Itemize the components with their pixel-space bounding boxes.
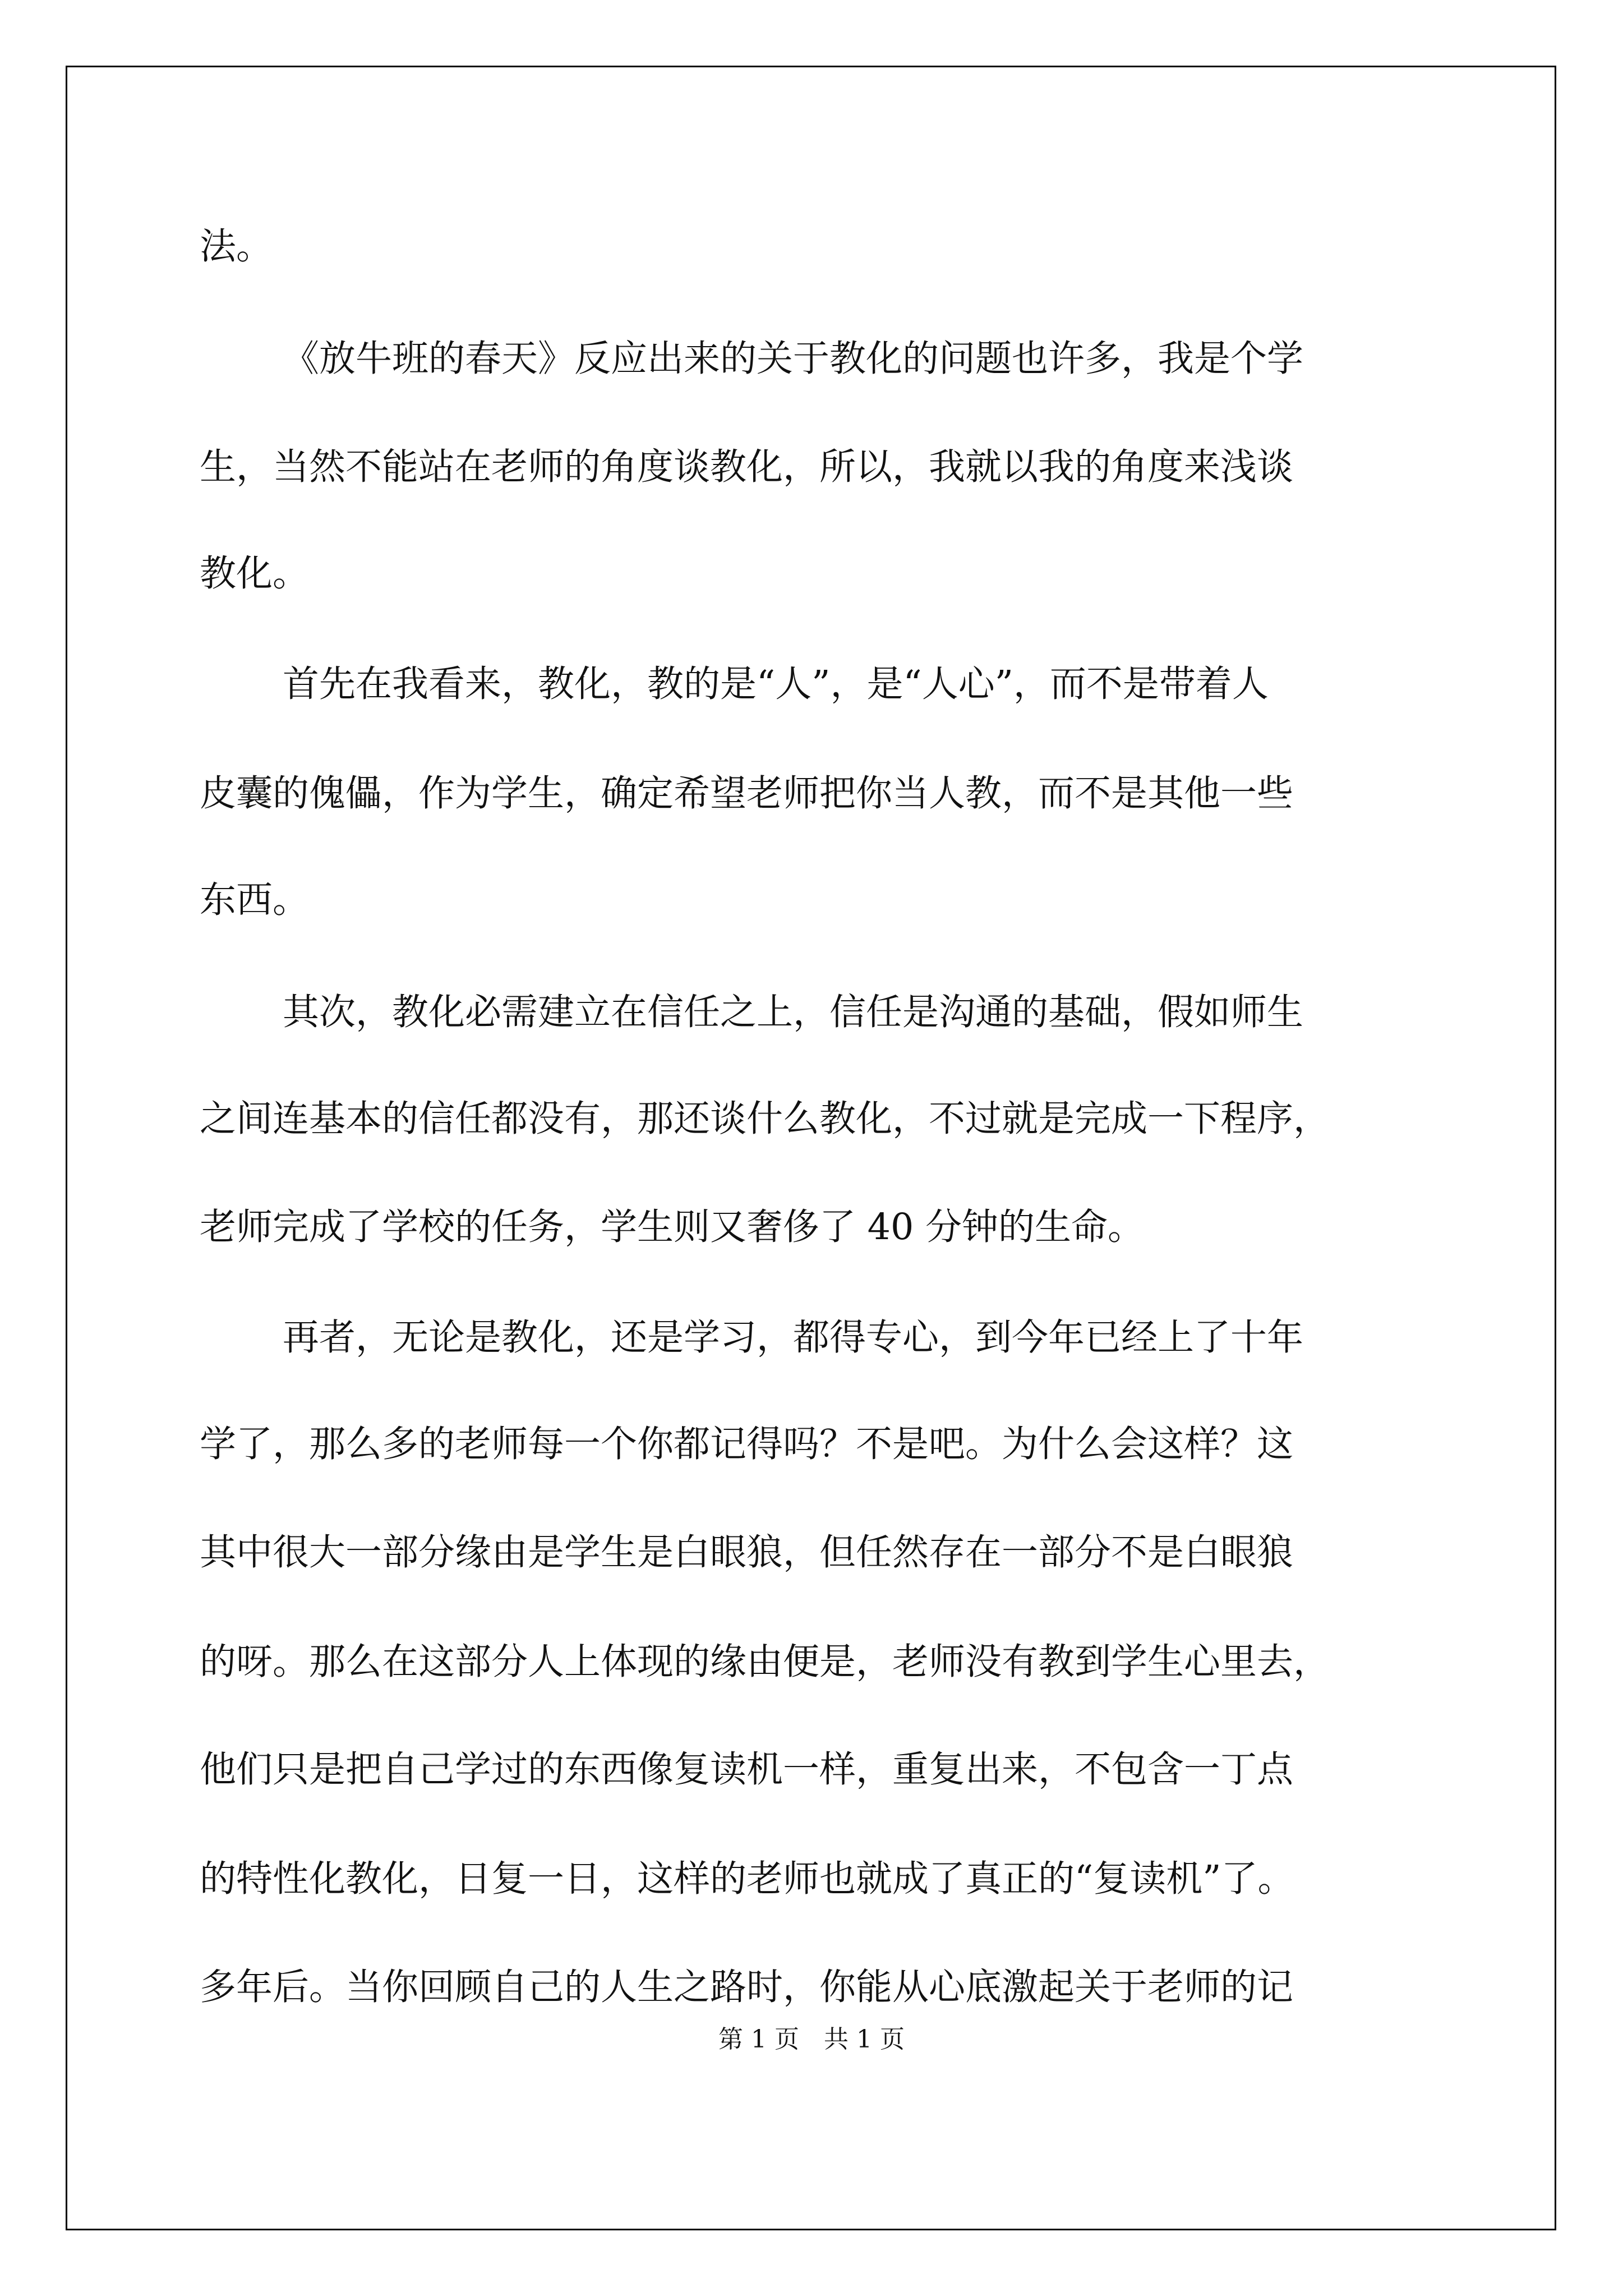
text-line: 老师完成了学校的任务，学生则又奢侈了 40 分钟的生命。	[200, 1206, 1145, 1248]
text-line: 法。	[200, 226, 273, 268]
paragraph-start: 其次，教化必需建立在信任之上，信任是沟通的基础，假如师生	[283, 991, 1304, 1033]
paragraph-start: 首先在我看来，教化，教的是“人”，是“人心”，而不是带着人	[283, 663, 1269, 705]
text-line: 东西。	[200, 879, 310, 921]
text-line: 其中很大一部分缘由是学生是白眼狼，但任然存在一部分不是白眼狼	[200, 1531, 1294, 1573]
text-line: 之间连基本的信任都没有，那还谈什么教化，不过就是完成一下程序，	[200, 1098, 1330, 1140]
text-line: 教化。	[200, 553, 310, 595]
paragraph-start: 再者，无论是教化，还是学习，都得专心，到今年已经上了十年	[283, 1317, 1304, 1359]
paragraph-start: 《放牛班的春天》反应出来的关于教化的问题也许多，我是个学	[283, 338, 1304, 380]
text-line: 多年后。当你回顾自己的人生之路时，你能从心底激起关于老师的记	[200, 1966, 1294, 2008]
text-line: 的呀。那么在这部分人上体现的缘由便是，老师没有教到学生心里去，	[200, 1641, 1330, 1683]
text-line: 的特性化教化，日复一日，这样的老师也就成了真正的“复读机”了。	[200, 1858, 1294, 1900]
text-line: 皮囊的傀儡，作为学生，确定希望老师把你当人教，而不是其他一些	[200, 772, 1294, 815]
text-line: 学了，那么多的老师每一个你都记得吗？不是吧。为什么会这样？这	[200, 1423, 1294, 1465]
text-line: 他们只是把自己学过的东西像复读机一样，重复出来，不包含一丁点	[200, 1749, 1294, 1791]
text-line: 生，当然不能站在老师的角度谈教化，所以，我就以我的角度来浅谈	[200, 446, 1294, 488]
page-footer: 第 1 页 共 1 页	[718, 2025, 905, 2054]
